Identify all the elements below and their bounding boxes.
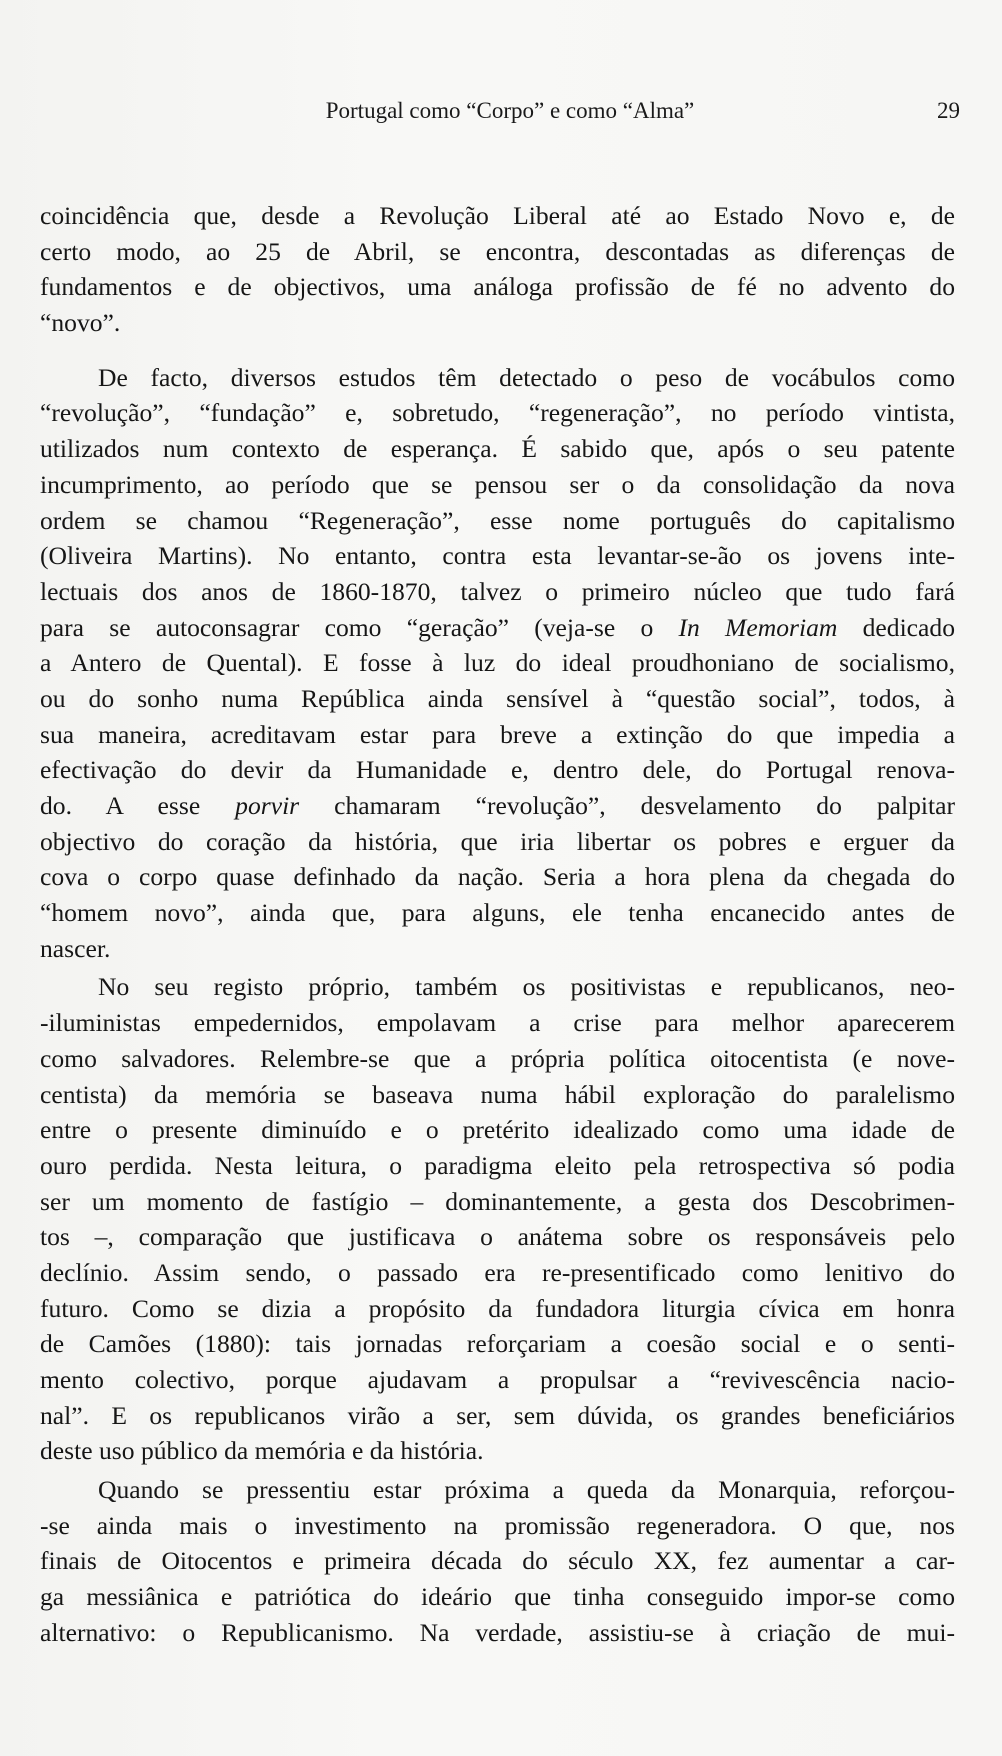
text-line: nascer. <box>40 933 111 963</box>
text-line: Quando se pressentiu estar próxima a queda da Monarquia, reforçou- <box>98 1475 955 1505</box>
text-line: De facto, diversos estudos têm detectado o peso de vocábulos como <box>98 362 955 392</box>
text-line: deste uso público da memória e da história. <box>40 1436 484 1466</box>
text-line: -iluministas empedernidos, empolavam a crise para melhor aparecerem <box>40 1008 955 1038</box>
text-line: de Camões (1880): tais jornadas reforçariam a coesão social e o senti- <box>40 1329 955 1359</box>
text-line: “revolução”, “fundação” e, sobretudo, “regeneração”, no período vintista, <box>40 398 955 428</box>
text-line: “novo”. <box>40 308 121 338</box>
text-line: sua maneira, acreditavam estar para breve a extinção do que impedia a <box>40 719 955 749</box>
text-line: entre o presente diminuído e o pretérito idealizado como uma idade de <box>40 1115 955 1145</box>
page-number: 29 <box>937 98 960 123</box>
body-text <box>40 198 955 1651</box>
text-line: alternativo: o Republicanismo. Na verdade, assistiu-se à criação de mui- <box>40 1617 955 1647</box>
text-line: fundamentos e de objectivos, uma análoga profissão de fé no advento do <box>40 272 955 302</box>
text-line: ser um momento de fastígio – dominantemente, a gesta dos Descobrimen- <box>40 1186 955 1216</box>
text-line: utilizados num contexto de esperança. É sabido que, após o seu patente <box>40 434 955 464</box>
text-line: coincidência que, desde a Revolução Liberal até ao Estado Novo e, de <box>40 201 955 230</box>
text-line: mento colectivo, porque ajudavam a propulsar a “revivescência nacio- <box>40 1365 955 1394</box>
paragraph <box>40 1472 955 1650</box>
text-line: certo modo, ao 25 de Abril, se encontra, descontadas as diferenças de <box>40 236 955 266</box>
text-line: ou do sonho numa República ainda sensível à “questão social”, todos, à <box>40 683 955 713</box>
text-line: ga messiânica e patriótica do ideário que tinha conseguido impor-se como <box>40 1582 955 1612</box>
text-line: nal”. E os republicanos virão a ser, sem dúvida, os grandes beneficiários <box>40 1400 955 1430</box>
page-header <box>40 98 960 138</box>
text-line: centista) da memória se baseava numa hábil exploração do paralelismo <box>40 1079 955 1109</box>
text-line: (Oliveira Martins). No entanto, contra esta levantar-se-ão os jovens inte- <box>40 541 955 571</box>
text-line: para se autoconsagrar como “geração” (veja-se o In Memoriam dedicado <box>40 612 955 642</box>
text-line: ouro perdida. Nesta leitura, o paradigma eleito pela retrospectiva só podia <box>40 1150 955 1180</box>
italic-title: In Memoriam <box>678 612 838 642</box>
paragraph <box>40 360 955 967</box>
text-line: efectivação do devir da Humanidade e, dentro dele, do Portugal renova- <box>40 755 955 785</box>
paragraph <box>40 969 955 1469</box>
italic-title: porvir <box>235 791 300 820</box>
text-line: futuro. Como se dizia a propósito da fundadora liturgia cívica em honra <box>40 1293 955 1323</box>
paragraph-gap <box>40 341 955 360</box>
text-line: cova o corpo quase definhado da nação. Seria a hora plena da chegada do <box>40 862 955 892</box>
text-line: objectivo do coração da história, que iria libertar os pobres e erguer da <box>40 826 955 856</box>
text-line: como salvadores. Relembre-se que a própria política oitocentista (e nove- <box>40 1043 955 1073</box>
text-line: finais de Oitocentos e primeira década do século XX, fez aumentar a car- <box>40 1546 955 1576</box>
text-line: -se ainda mais o investimento na promissão regeneradora. O que, nos <box>40 1510 955 1540</box>
running-title: Portugal como “Corpo” e como “Alma” <box>325 98 695 123</box>
text-line: do. A esse porvir chamaram “revolução”, desvelamento do palpitar <box>40 791 955 820</box>
text-line: tos –, comparação que justificava o anátema sobre os responsáveis pelo <box>40 1222 955 1252</box>
text-line: “homem novo”, ainda que, para alguns, ele tenha encanecido antes de <box>40 898 955 928</box>
text-line: ordem se chamou “Regeneração”, esse nome português do capitalismo <box>40 505 955 535</box>
text-line: No seu registo próprio, também os positivistas e republicanos, neo- <box>98 972 955 1002</box>
text-line: declínio. Assim sendo, o passado era re-presentificado como lenitivo do <box>40 1257 955 1287</box>
text-line: a Antero de Quental). E fosse à luz do ideal proudhoniano de socialismo, <box>40 648 955 678</box>
paragraph <box>40 198 955 341</box>
text-line: lectuais dos anos de 1860-1870, talvez o primeiro núcleo que tudo fará <box>40 576 955 606</box>
text-line: incumprimento, ao período que se pensou ser o da consolidação da nova <box>40 469 955 499</box>
